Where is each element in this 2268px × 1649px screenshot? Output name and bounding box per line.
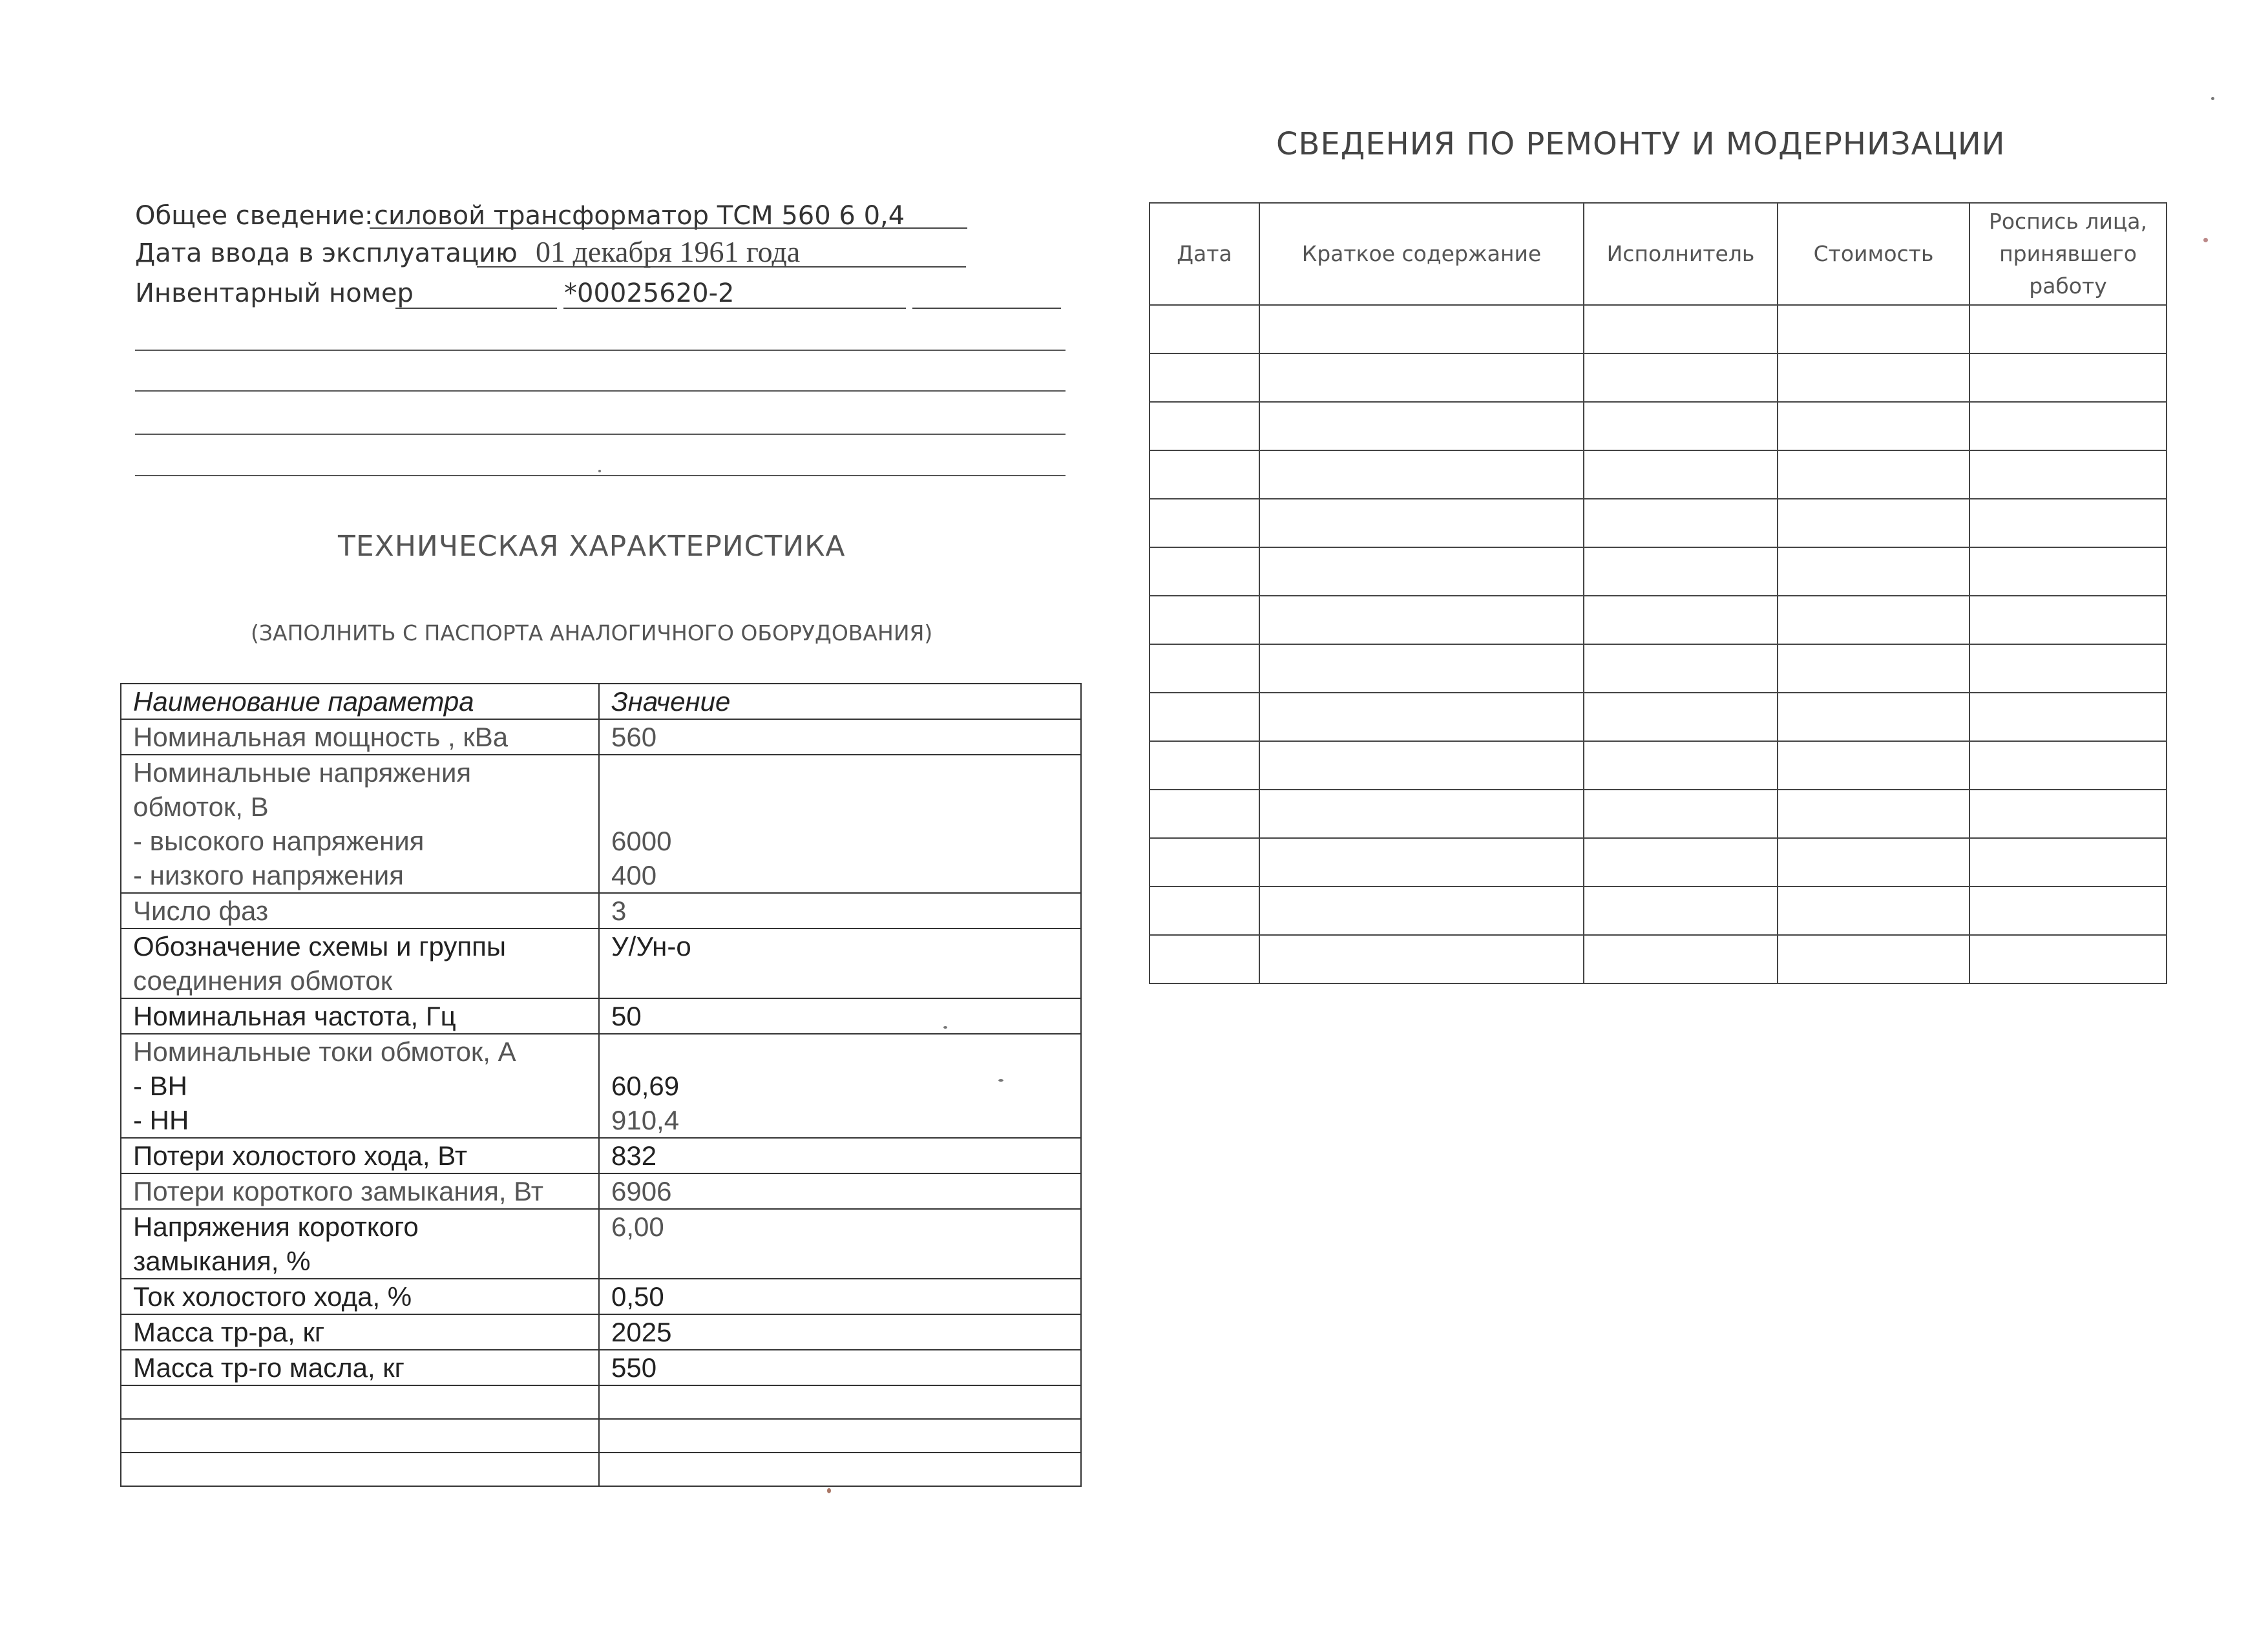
scan-speck — [598, 470, 601, 472]
general-info-line — [135, 199, 905, 233]
table-row — [121, 719, 1081, 755]
table-row — [121, 1173, 1081, 1209]
empty-row — [121, 1419, 1081, 1453]
tech-title: ТЕХНИЧЕСКАЯ ХАРАКТЕРИСТИКА — [338, 530, 846, 563]
header-value: Значение — [599, 684, 1081, 719]
blank-line — [135, 475, 1066, 476]
repair-header-row — [1150, 203, 2167, 305]
general-info-underline — [370, 227, 967, 229]
inventory-number-value: *00025620-2 — [564, 278, 735, 308]
col-signature: Роспись лица, принявшего работу — [1969, 203, 2167, 305]
value-cell: 60,69 910,4 — [599, 1034, 1081, 1138]
table-row — [121, 1209, 1081, 1279]
blank-line — [135, 350, 1066, 351]
commission-date-label: Дата ввода в эксплуатацию — [135, 238, 518, 268]
scan-speck — [2211, 97, 2214, 100]
value-cell: 550 — [599, 1350, 1081, 1385]
scan-speck — [2203, 238, 2208, 242]
repair-row — [1150, 499, 2167, 547]
scan-speck — [827, 1488, 831, 1493]
table-header-row — [121, 684, 1081, 719]
repair-row — [1150, 644, 2167, 693]
col-date: Дата — [1150, 203, 1259, 305]
table-row — [121, 893, 1081, 929]
empty-row — [121, 1453, 1081, 1486]
value-cell: 6,00 — [599, 1209, 1081, 1279]
repair-row — [1150, 596, 2167, 644]
repair-row — [1150, 402, 2167, 450]
blank-line — [135, 390, 1066, 392]
tech-subtitle: (ЗАПОЛНИТЬ С ПАСПОРТА АНАЛОГИЧНОГО ОБОРУДОВАНИЯ) — [251, 620, 933, 646]
value-cell: 3 — [599, 893, 1081, 929]
inventory-number-line — [135, 277, 735, 310]
param-cell: Номинальные токи обмоток, А - ВН - НН — [121, 1034, 599, 1138]
inventory-underline-b — [563, 308, 906, 309]
general-info-value: силовой трансформатор ТСМ 560 6 0,4 — [374, 201, 905, 231]
value-cell: 6000 400 — [599, 755, 1081, 893]
repair-row — [1150, 741, 2167, 790]
param-cell: Ток холостого хода, % — [121, 1279, 599, 1314]
repair-title: СВЕДЕНИЯ ПО РЕМОНТУ И МОДЕРНИЗАЦИИ — [1276, 126, 2006, 162]
repair-row — [1150, 693, 2167, 741]
value-cell: 2025 — [599, 1314, 1081, 1350]
table-row — [121, 1350, 1081, 1385]
commission-date-line — [135, 235, 801, 270]
param-cell: Масса тр-ра, кг — [121, 1314, 599, 1350]
table-row — [121, 755, 1081, 893]
inventory-underline-a — [395, 308, 557, 309]
value-cell: 6906 — [599, 1173, 1081, 1209]
blank-line — [135, 434, 1066, 435]
scan-speck — [998, 1079, 1003, 1082]
commission-date-underline — [477, 266, 966, 268]
table-row — [121, 929, 1081, 998]
param-cell: Номинальная частота, Гц — [121, 998, 599, 1034]
param-cell: Потери холостого хода, Вт — [121, 1138, 599, 1173]
param-cell: Обозначение схемы и группы соединения обмоток — [121, 929, 599, 998]
inventory-underline-c — [912, 308, 1061, 309]
param-cell: Номинальные напряжения обмоток, В - высокого напряжения - низкого напряжения — [121, 755, 599, 893]
col-executor: Исполнитель — [1584, 203, 1778, 305]
col-summary: Краткое содержание — [1259, 203, 1584, 305]
general-info-label: Общее сведение: — [135, 201, 373, 231]
repair-row — [1150, 305, 2167, 353]
param-cell: Номинальная мощность , кВа — [121, 719, 599, 755]
commission-date-value: 01 декабря 1961 года — [536, 235, 801, 268]
repair-row — [1150, 450, 2167, 499]
table-row — [121, 1034, 1081, 1138]
header-param: Наименование параметра — [121, 684, 599, 719]
param-cell: Напряжения короткого замыкания, % — [121, 1209, 599, 1279]
inventory-number-label: Инвентарный номер — [135, 278, 414, 308]
repair-row — [1150, 935, 2167, 983]
col-cost: Стоимость — [1778, 203, 1969, 305]
value-cell: 832 — [599, 1138, 1081, 1173]
param-cell: Число фаз — [121, 893, 599, 929]
value-cell: 50 — [599, 998, 1081, 1034]
repair-row — [1150, 838, 2167, 887]
table-row — [121, 1138, 1081, 1173]
repair-row — [1150, 790, 2167, 838]
param-cell: Масса тр-го масла, кг — [121, 1350, 599, 1385]
repair-log-table — [1149, 202, 2167, 984]
param-cell: Потери короткого замыкания, Вт — [121, 1173, 599, 1209]
repair-row — [1150, 887, 2167, 935]
table-row — [121, 1314, 1081, 1350]
scan-speck — [943, 1026, 947, 1029]
empty-row — [121, 1385, 1081, 1419]
repair-row — [1150, 547, 2167, 596]
value-cell: 560 — [599, 719, 1081, 755]
value-cell: 0,50 — [599, 1279, 1081, 1314]
table-row — [121, 998, 1081, 1034]
repair-row — [1150, 353, 2167, 402]
tech-spec-table — [120, 683, 1082, 1487]
table-row — [121, 1279, 1081, 1314]
value-cell: У/Ун-о — [599, 929, 1081, 998]
